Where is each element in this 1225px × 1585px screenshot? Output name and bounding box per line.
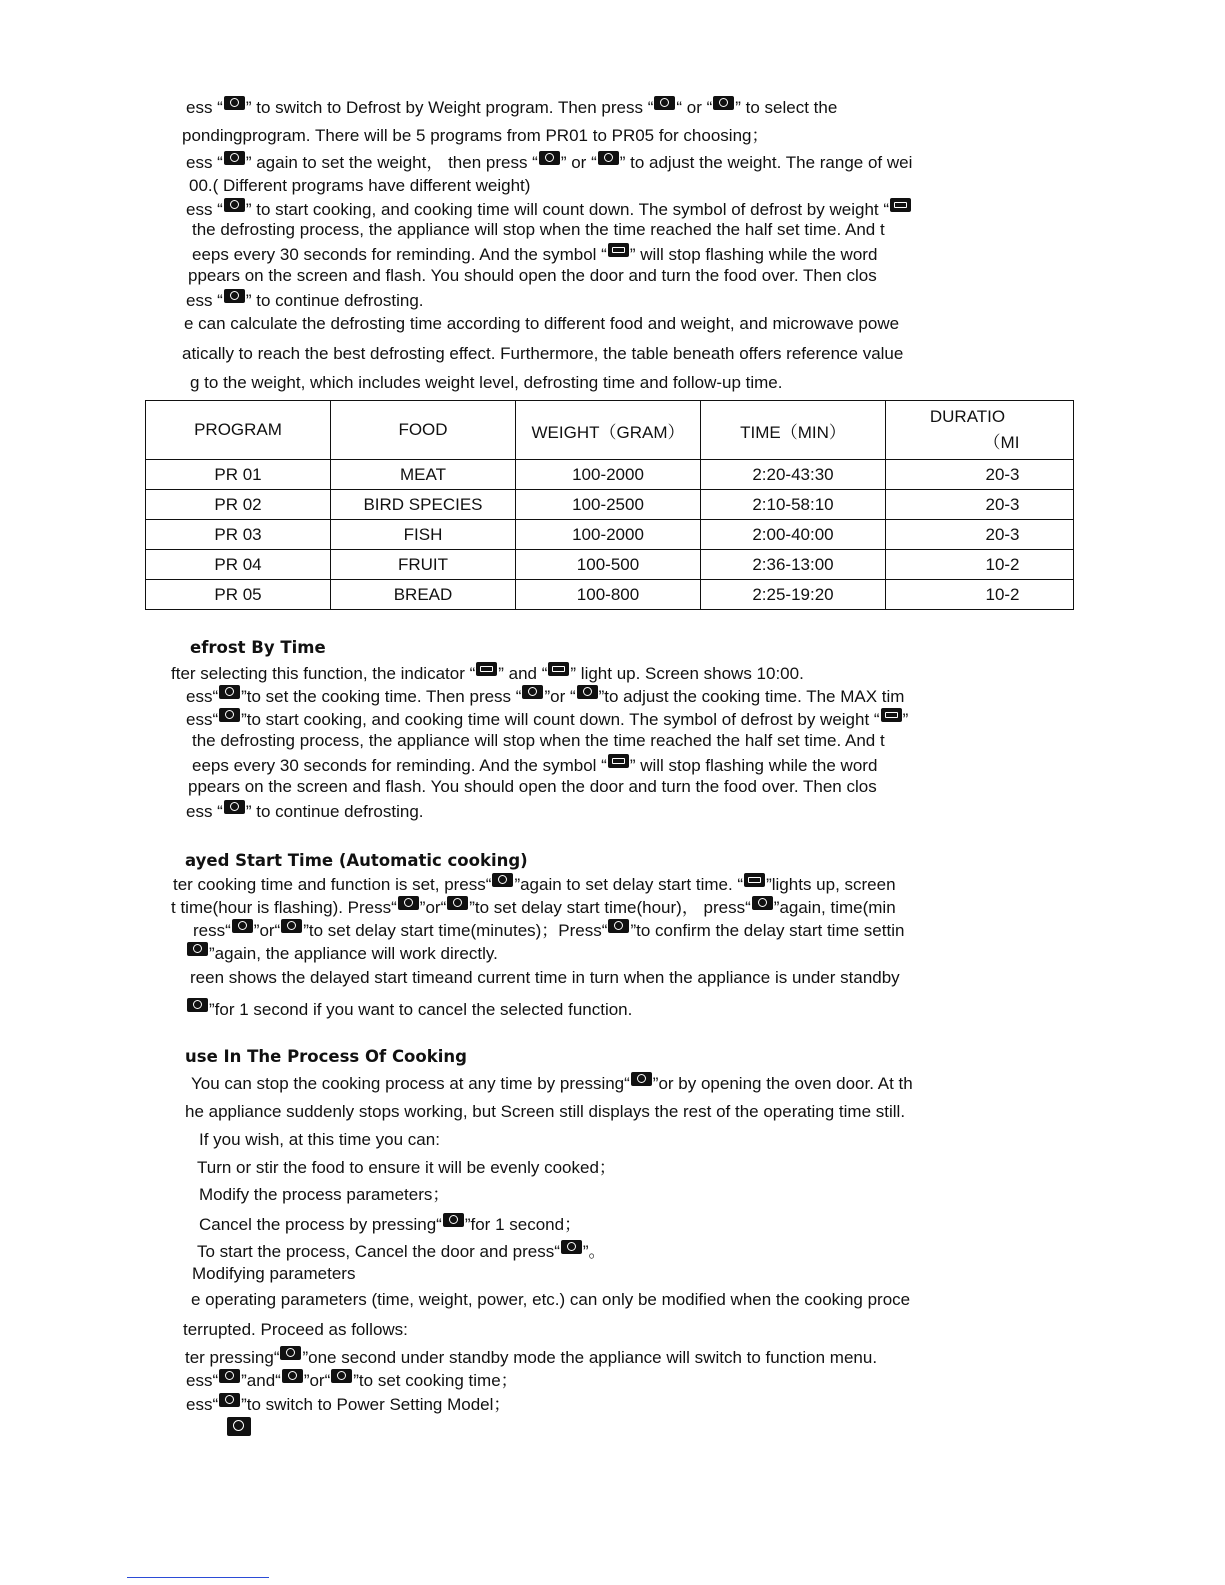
table-row: PR 05 BREAD 100-800 2:25-19:20 10-2 (146, 580, 1074, 610)
time-line-1: fter selecting this function, the indicator “ ” and “ ” light up. Screen shows 10:00. (171, 664, 804, 683)
pause-line-6: Cancel the process by pressing“ ”for 1 second； (199, 1215, 582, 1234)
start-button-icon (561, 1240, 582, 1254)
weight-line-6: the defrosting process, the appliance will stop when the time reached the half set time. And t (192, 220, 885, 239)
table-header-row (146, 401, 1074, 460)
start-button-icon (219, 708, 240, 722)
weight-line-1: ess “ ” to switch to Defrost by Weight program. Then press “ “ or “ ” to select the (186, 98, 838, 117)
time-line-5: eeps every 30 seconds for reminding. And the symbol “ ” will stop flashing while the word (192, 756, 878, 775)
header-food: FOOD (331, 401, 516, 460)
weight-line-9: ess “ ” to continue defrosting. (186, 291, 424, 310)
start-button-icon (224, 800, 245, 814)
pause-heading: use In The Process Of Cooking (185, 1047, 467, 1066)
time-line-6: ppears on the screen and flash. You should open the door and turn the food over. Then clos (188, 777, 877, 796)
start-button-icon (224, 198, 245, 212)
weight-line-8: ppears on the screen and flash. You should open the door and turn the food over. Then clos (188, 266, 877, 285)
delay-button-icon (492, 873, 513, 887)
weight-line-12: g to the weight, which includes weight level, defrosting time and follow-up time. (190, 373, 783, 392)
pause-line-8: Modifying parameters (192, 1264, 356, 1283)
delay-line-6: ”for 1 second if you want to cancel the selected function. (186, 998, 632, 1020)
defrost-weight-symbol-icon (608, 243, 629, 257)
weight-line-5: ess “ ” to start cooking, and cooking time will count down. The symbol of defrost by weight “ (186, 198, 912, 220)
defrost-by-time-heading: efrost By Time (190, 638, 326, 657)
pause-line-10: terrupted. Proceed as follows: (183, 1320, 408, 1339)
weight-line-2: pondingprogram. There will be 5 programs from PR01 to PR05 for choosing； (182, 126, 769, 145)
pause-line-12: ess“ ”and“ ”or“ ”to set cooking time； (186, 1371, 518, 1390)
power-button-icon (219, 1393, 240, 1407)
defrost-weight-symbol-icon (881, 708, 902, 722)
stop-button-icon (280, 1346, 301, 1360)
header-time: TIME（MIN） (701, 401, 886, 460)
table-row: PR 03 FISH 100-2000 2:00-40:00 20-3 (146, 520, 1074, 550)
time-line-7: ess “ ” to continue defrosting. (186, 802, 424, 821)
plus-button-icon (522, 685, 543, 699)
pause-line-11: ter pressing“ ”one second under standby mode the appliance will switch to function menu. (185, 1348, 878, 1367)
delay-line-4: ”again, the appliance will work directly. (186, 942, 498, 964)
defrost-weight-symbol-icon (608, 754, 629, 768)
header-weight: WEIGHT（GRAM） (516, 401, 701, 460)
header-program: PROGRAM (146, 401, 331, 460)
pause-line-5: Modify the process parameters； (199, 1185, 450, 1204)
header-duration: DURATIO （MI (886, 401, 1074, 460)
plus-button-icon (654, 96, 675, 110)
delay-button-icon (187, 942, 208, 956)
pause-line-9: e operating parameters (time, weight, power, etc.) can only be modified when the cooking proce (191, 1290, 911, 1309)
time-indicator-icon (548, 662, 569, 676)
defrost-indicator-icon (476, 662, 497, 676)
delay-button-icon (752, 896, 773, 910)
minus-button-icon (598, 151, 619, 165)
stop-button-icon (631, 1072, 652, 1086)
time-button-icon (219, 685, 240, 699)
weight-line-7: eeps every 30 seconds for reminding. And the symbol “ ” will stop flashing while the word (192, 245, 878, 264)
delay-line-2: t time(hour is flashing). Press“ ”or“ ”to set delay start time(hour)， press“ ”again, time(min (171, 898, 896, 917)
table-row: PR 02 BIRD SPECIES 100-2500 2:10-58:10 20-3 (146, 490, 1074, 520)
weight-line-4: 00.( Different programs have different weight) (189, 176, 531, 195)
time-line-3: ess“ ”to start cooking, and cooking time will count down. The symbol of defrost by weight “ ” (186, 710, 909, 729)
delay-line-5: reen shows the delayed start timeand current time in turn when the appliance is under standby (190, 968, 900, 987)
delayed-start-heading: ayed Start Time (Automatic cooking) (185, 851, 528, 870)
pause-line-3: If you wish, at this time you can: (199, 1130, 440, 1149)
footer-link-line (127, 1577, 269, 1578)
power-button-icon (227, 1417, 251, 1436)
defrost-program-table (145, 400, 1074, 610)
start-button-icon (224, 289, 245, 303)
minus-button-icon (577, 685, 598, 699)
pause-line-2: he appliance suddenly stops working, but Screen still displays the rest of the operating time still. (185, 1102, 906, 1121)
delay-line-1: ter cooking time and function is set, press“ ”again to set delay start time. “ ”lights up, screen (173, 875, 896, 894)
time-line-2: ess“ ”to set the cooking time. Then press “ ”or “ ”to adjust the cooking time. The MAX tim (186, 687, 905, 706)
table-row: PR 04 FRUIT 100-500 2:36-13:00 10-2 (146, 550, 1074, 580)
pause-line-7: To start the process, Cancel the door and press“ ”。 (197, 1242, 606, 1261)
time-line-4: the defrosting process, the appliance will stop when the time reached the half set time. And t (192, 731, 885, 750)
defrost-weight-symbol-icon (890, 198, 911, 212)
weight-line-10: e can calculate the defrosting time according to different food and weight, and microwave powe (184, 314, 900, 333)
weight-button-icon (224, 151, 245, 165)
plus-button-icon (539, 151, 560, 165)
plus-button-icon (232, 919, 253, 933)
minus-button-icon (713, 96, 734, 110)
minus-button-icon (281, 919, 302, 933)
stop-button-icon (187, 998, 208, 1012)
plus-button-icon (398, 896, 419, 910)
delay-line-3: ress“ ”or“ ”to set delay start time(minutes)；Press“ ”to confirm the delay start time settin (193, 921, 905, 940)
weight-line-3: ess “ ” again to set the weight， then press “ ” or “ ” to adjust the weight. The range of wei (186, 153, 913, 172)
start-button-icon (608, 919, 629, 933)
time-button-icon (219, 1369, 240, 1383)
plus-button-icon (282, 1369, 303, 1383)
pause-line-4: Turn or stir the food to ensure it will be evenly cooked； (197, 1158, 616, 1177)
minus-button-icon (331, 1369, 352, 1383)
table-row: PR 01 MEAT 100-2000 2:20-43:30 20-3 (146, 460, 1074, 490)
pause-line-13: ess“ ”to switch to Power Setting Model； (186, 1395, 511, 1414)
minus-button-icon (447, 896, 468, 910)
stop-button-icon (443, 1213, 464, 1227)
weight-button-icon (224, 96, 245, 110)
weight-line-11: atically to reach the best defrosting effect. Furthermore, the table beneath offers reference value (182, 344, 904, 363)
delay-indicator-icon (744, 873, 765, 887)
pause-line-14 (226, 1417, 252, 1439)
pause-line-1: You can stop the cooking process at any time by pressing“ ”or by opening the oven door. At th (191, 1074, 913, 1093)
